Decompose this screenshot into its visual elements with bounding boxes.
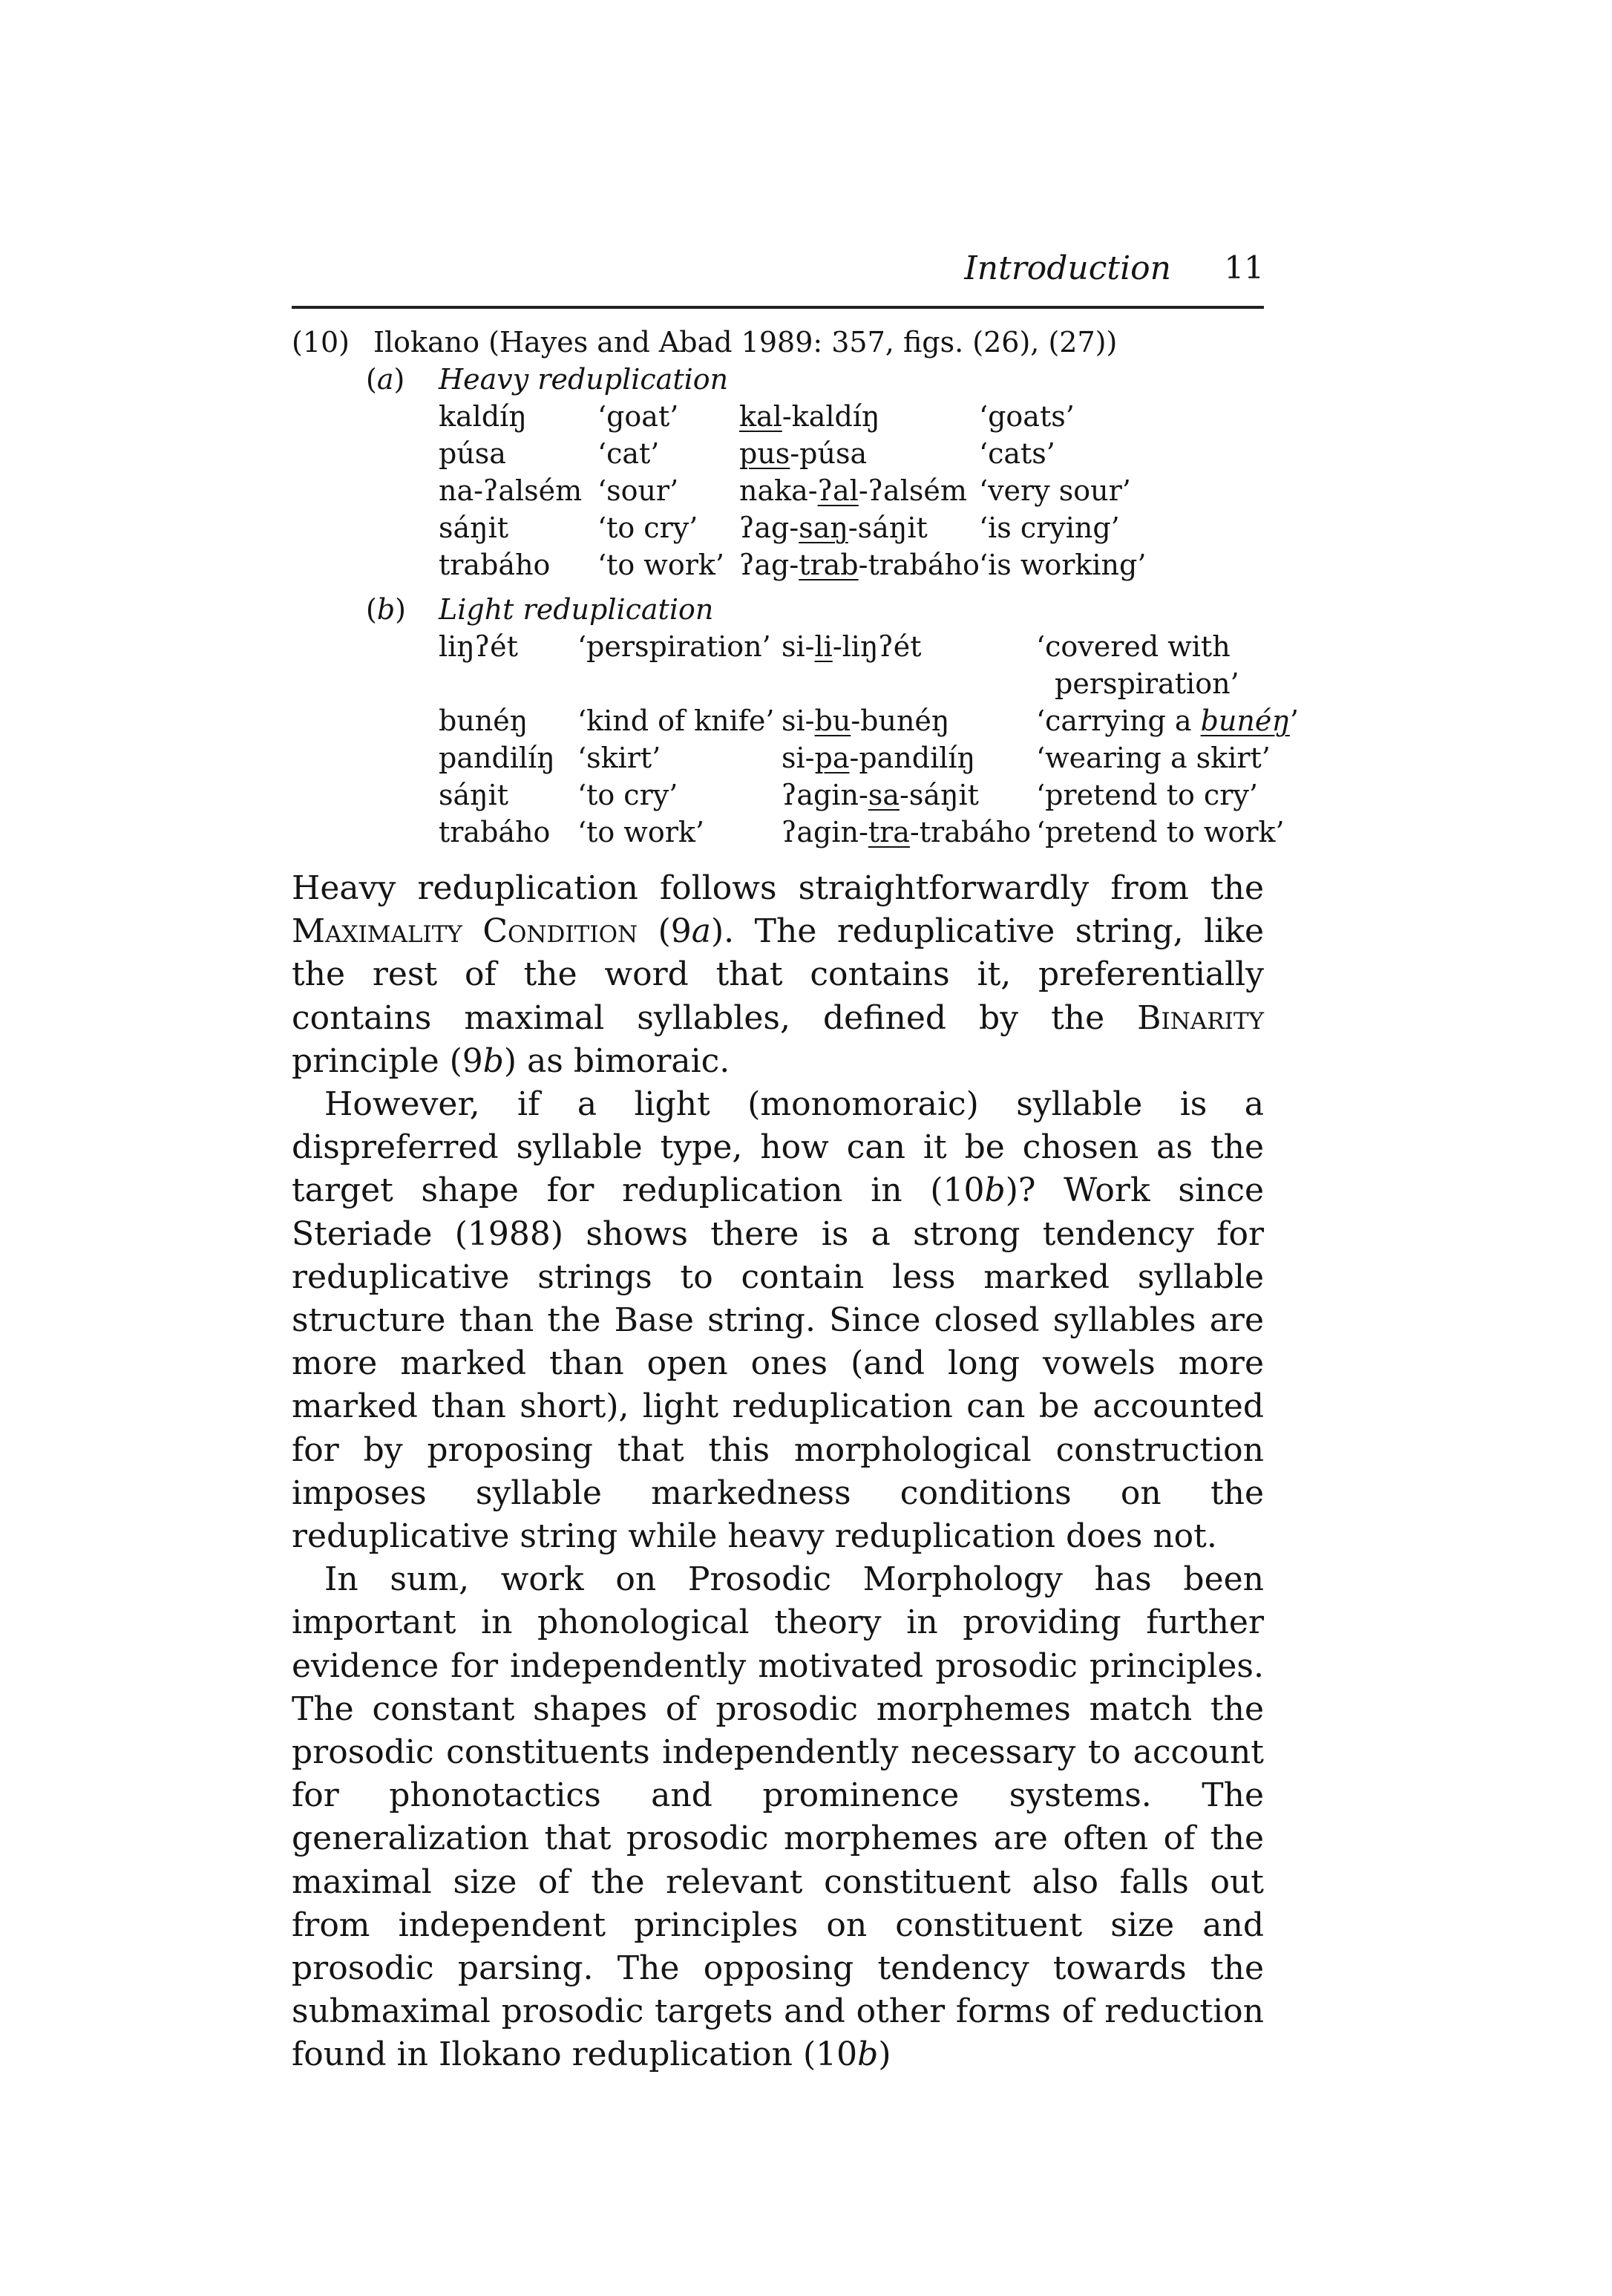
table-row-base: na-ʔalsém bbox=[439, 474, 583, 507]
table-row-red-gloss: ‘pretend to cry’ bbox=[1036, 779, 1258, 811]
body-text bbox=[292, 867, 1264, 2077]
table-row-gloss: ‘goat’ bbox=[597, 400, 679, 433]
table-row-red-gloss: ‘pretend to work’ bbox=[1036, 816, 1285, 848]
table-row-reduplicated: ʔag-saŋ-sáŋit bbox=[739, 511, 928, 544]
paragraph-2: However, if a light (monomoraic) syllable is a dispreferred syllable type, how can it be chosen as the target shape for reduplication in (10b)? Work since Steriade (1988) shows there is a strong tendency for reduplicative strings to contain less marked syllable structure than the Base string. Since closed syllables are more marked than open ones (and long vowels more marked than short), light reduplication can be accounted for by proposing that this morphological construction imposes syllable markedness conditions on the reduplicative string while heavy reduplication does not. bbox=[292, 1085, 1265, 1556]
table-row-red-gloss: ‘very sour’ bbox=[979, 474, 1131, 507]
part-b-label: (b) bbox=[366, 593, 406, 626]
table-row-gloss: ‘kind of knife’ bbox=[577, 704, 775, 737]
table-row-base: púsa bbox=[439, 437, 506, 470]
part-a-label: (a) bbox=[366, 363, 405, 396]
table-row-red-gloss: ‘is crying’ bbox=[979, 511, 1120, 544]
table-row-reduplicated: ʔagin-tra-trabáho bbox=[782, 816, 1032, 848]
table-row-base: trabáho bbox=[439, 816, 551, 848]
table-row-reduplicated: naka-ʔal-ʔalsém bbox=[739, 474, 967, 507]
table-row-reduplicated: si-pa-pandilíŋ bbox=[782, 742, 976, 774]
example-number: (10) bbox=[292, 326, 350, 359]
table-row-base: sáŋit bbox=[439, 779, 509, 811]
table-row-reduplicated: ʔag-trab-trabáho bbox=[739, 549, 980, 581]
table-row-red-gloss: ‘covered with bbox=[1036, 630, 1231, 663]
paragraph-3: In sum, work on Prosodic Morphology has been important in phonological theory in providing further evidence for independently motivated prosodic principles. The constant shapes of prosodic morphemes match the prosodic constituents independently necessary to account for phonotactics and prominence systems. The generalization that prosodic morphemes are often of the maximal size of the relevant constituent also falls out from independent principles on constituent size and prosodic parsing. The opposing tendency towards the submaximal prosodic targets and other forms of reduction found in Ilokano reduplication (10b) bbox=[292, 1560, 1264, 2074]
table-row-gloss: ‘to cry’ bbox=[597, 511, 698, 544]
table-row-base: trabáho bbox=[439, 549, 551, 581]
table-row-red-gloss: ‘wearing a skirt’ bbox=[1036, 742, 1271, 774]
table-row-red-gloss: ‘carrying a bunéŋ’ bbox=[1036, 704, 1299, 737]
table-row-base: kaldíŋ bbox=[439, 400, 527, 433]
paragraph-1: Heavy reduplication follows straightforwardly from the Maximality Condition (9a). The reduplicative string, like the rest of the word that contains it, preferentially contains maximal syllables, defined by the Binarity principle (9b) as bimoraic. bbox=[292, 869, 1264, 1080]
table-row-reduplicated: si-bu-bunéŋ bbox=[782, 704, 950, 737]
part-b-title: Light reduplication bbox=[439, 593, 714, 626]
table-row-gloss: ‘cat’ bbox=[597, 437, 660, 470]
example-title: Ilokano (Hayes and Abad 1989: 357, figs. (26), (27)) bbox=[373, 326, 1118, 359]
page-number: 11 bbox=[1224, 249, 1264, 286]
table-row-gloss: ‘sour’ bbox=[597, 474, 679, 507]
table-row-gloss: ‘to work’ bbox=[577, 816, 704, 848]
table-row-base: sáŋit bbox=[439, 511, 509, 544]
table-row-red-gloss: ‘goats’ bbox=[979, 400, 1075, 433]
table-row-red-gloss-continued: perspiration’ bbox=[1055, 667, 1239, 700]
table-row-gloss: ‘skirt’ bbox=[577, 742, 661, 774]
table-row-red-gloss: ‘cats’ bbox=[979, 437, 1055, 470]
table-row-base: pandilíŋ bbox=[439, 742, 555, 774]
table-row-gloss: ‘to work’ bbox=[597, 549, 724, 581]
table-row-reduplicated: kal-kaldíŋ bbox=[739, 400, 880, 433]
running-header bbox=[292, 239, 1264, 309]
table-row-gloss: ‘perspiration’ bbox=[577, 630, 771, 663]
table-row-base: bunéŋ bbox=[439, 704, 528, 737]
table-row-gloss: ‘to cry’ bbox=[577, 779, 678, 811]
table-row-base: liŋʔét bbox=[439, 630, 518, 663]
table-row-reduplicated: si-li-liŋʔét bbox=[782, 630, 922, 663]
running-title: Introduction bbox=[964, 249, 1171, 287]
table-row-reduplicated: ʔagin-sa-sáŋit bbox=[782, 779, 979, 811]
table-row-red-gloss: ‘is working’ bbox=[979, 549, 1147, 581]
part-a-title: Heavy reduplication bbox=[439, 363, 729, 396]
table-row-reduplicated: pus-púsa bbox=[739, 437, 868, 470]
